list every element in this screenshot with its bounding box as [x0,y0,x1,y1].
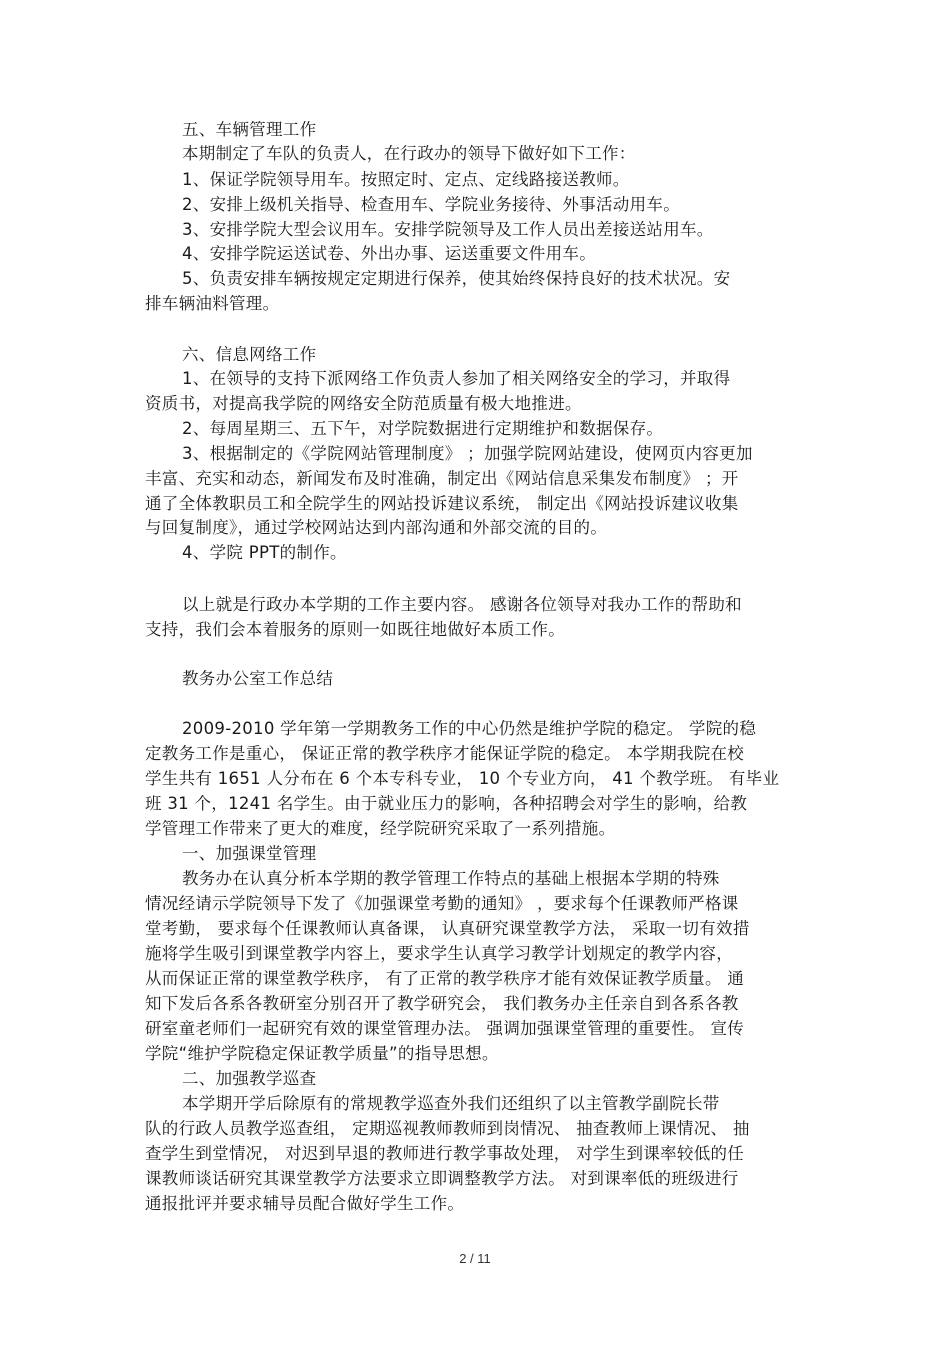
list-item: 3、根据制定的《学院网站管理制度》 ；加强学院网站建设，使网页内容更加 [182,444,753,463]
list-item: 3、安排学院大型会议用车。安排学院领导及工作人员出差接送站用车。 [182,220,714,239]
paragraph-line: 资质书，对提高我学院的网络安全防范质量有极大地推进。 [145,394,582,413]
paragraph-line: 知下发后各系各教研室分别召开了教学研究会， 我们教务办主任亲自到各系各教 [145,994,739,1013]
paragraph-line: 教务办在认真分析本学期的教学管理工作特点的基础上根据本学期的特殊 [182,869,720,888]
paragraph-line: 本期制定了车队的负责人，在行政办的领导下做好如下工作： [182,144,636,163]
list-item: 4、安排学院运送试卷、外出办事、运送重要文件用车。 [182,244,596,263]
paragraph-line: 堂考勤， 要求每个任课教师认真备课， 认真研究课堂教学方法， 采取一切有效措 [145,919,750,938]
paragraph-line: 施将学生吸引到课堂教学内容上，要求学生认真学习教学计划规定的教学内容， [145,944,733,963]
list-item: 5、负责安排车辆按规定定期进行保养，使其始终保持良好的技术状况。安 [182,269,731,288]
subsection-title: 一、加强课堂管理 [182,844,317,863]
list-item: 2、每周星期三、五下午，对学院数据进行定期维护和数据保存。 [182,419,664,438]
paragraph-line: 定教务工作是重心， 保证正常的教学秩序才能保证学院的稳定。 本学期我院在校 [145,744,745,763]
paragraph-line: 学生共有 1651 人分布在 6 个本专科专业， 10 个专业方向， 41 个教学班。 有毕业 [145,769,780,788]
paragraph-line: 队的行政人员教学巡查组， 定期巡视教师教师到岗情况、 抽查教师上课情况、 抽 [145,1119,750,1138]
paragraph-line: 研室童老师们一起研究有效的课堂管理办法。 强调加强课堂管理的重要性。 宣传 [145,1019,745,1038]
section-5-title: 五、车辆管理工作 [182,120,317,139]
paragraph-line: 通了全体教职员工和全院学生的网站投诉建议系统， 制定出《网站投诉建议收集 [145,494,739,513]
paragraph-line: 班 31 个，1241 名学生。由于就业压力的影响，各种招聘会对学生的影响，给教 [145,794,748,813]
paragraph-line: 丰富、充实和动态，新闻发布及时准确，制定出《网站信息采集发布制度》 ；开 [145,469,739,488]
closing-paragraph: 以上就是行政办本学期的工作主要内容。 感谢各位领导对我办工作的帮助和 [182,595,742,614]
paragraph-line: 2009-2010 学年第一学期教务工作的中心仍然是维护学院的稳定。 学院的稳 [182,719,757,738]
paragraph-line: 从而保证正常的课堂教学秩序， 有了正常的教学秩序才能有效保证教学质量。 通 [145,969,745,988]
paragraph-line: 查学生到堂情况， 对迟到早退的教师进行教学事故处理， 对学生到课率较低的任 [145,1144,745,1163]
paragraph-line: 学院“维护学院稳定保证教学质量”的指导思想。 [145,1044,499,1063]
paragraph-line: 支持，我们会本着服务的原则一如既往地做好本质工作。 [145,620,565,639]
subsection-title: 二、加强教学巡查 [182,1069,317,1088]
paragraph-line: 课教师谈话研究其课堂教学方法要求立即调整教学方法。 对到课率低的班级进行 [145,1169,739,1188]
paragraph-line: 学管理工作带来了更大的难度，经学院研究采取了一系列措施。 [145,819,616,838]
list-item: 4、学院 PPT的制作。 [182,543,347,562]
paragraph-line: 通报批评并要求辅导员配合做好学生工作。 [145,1194,465,1213]
section-6-title: 六、信息网络工作 [182,345,317,364]
list-item: 1、保证学院领导用车。按照定时、定点、定线路接送教师。 [182,170,630,189]
paragraph-line: 本学期开学后除原有的常规教学巡查外我们还组织了以主管教学副院长带 [182,1094,720,1113]
paragraph-line: 情况经请示学院领导下发了《加强课堂考勤的通知》 ，要求每个任课教师严格课 [145,894,739,913]
paragraph-line: 与回复制度》，通过学校网站达到内部沟通和外部交流的目的。 [145,518,608,537]
list-item: 2、安排上级机关指导、检查用车、学院业务接待、外事活动用车。 [182,195,680,214]
report-title: 教务办公室工作总结 [182,669,334,688]
list-item: 1、在领导的支持下派网络工作负责人参加了相关网络安全的学习，并取得 [182,369,731,388]
paragraph-line: 排车辆油料管理。 [145,294,280,313]
page-number: 2 / 11 [459,1251,491,1266]
